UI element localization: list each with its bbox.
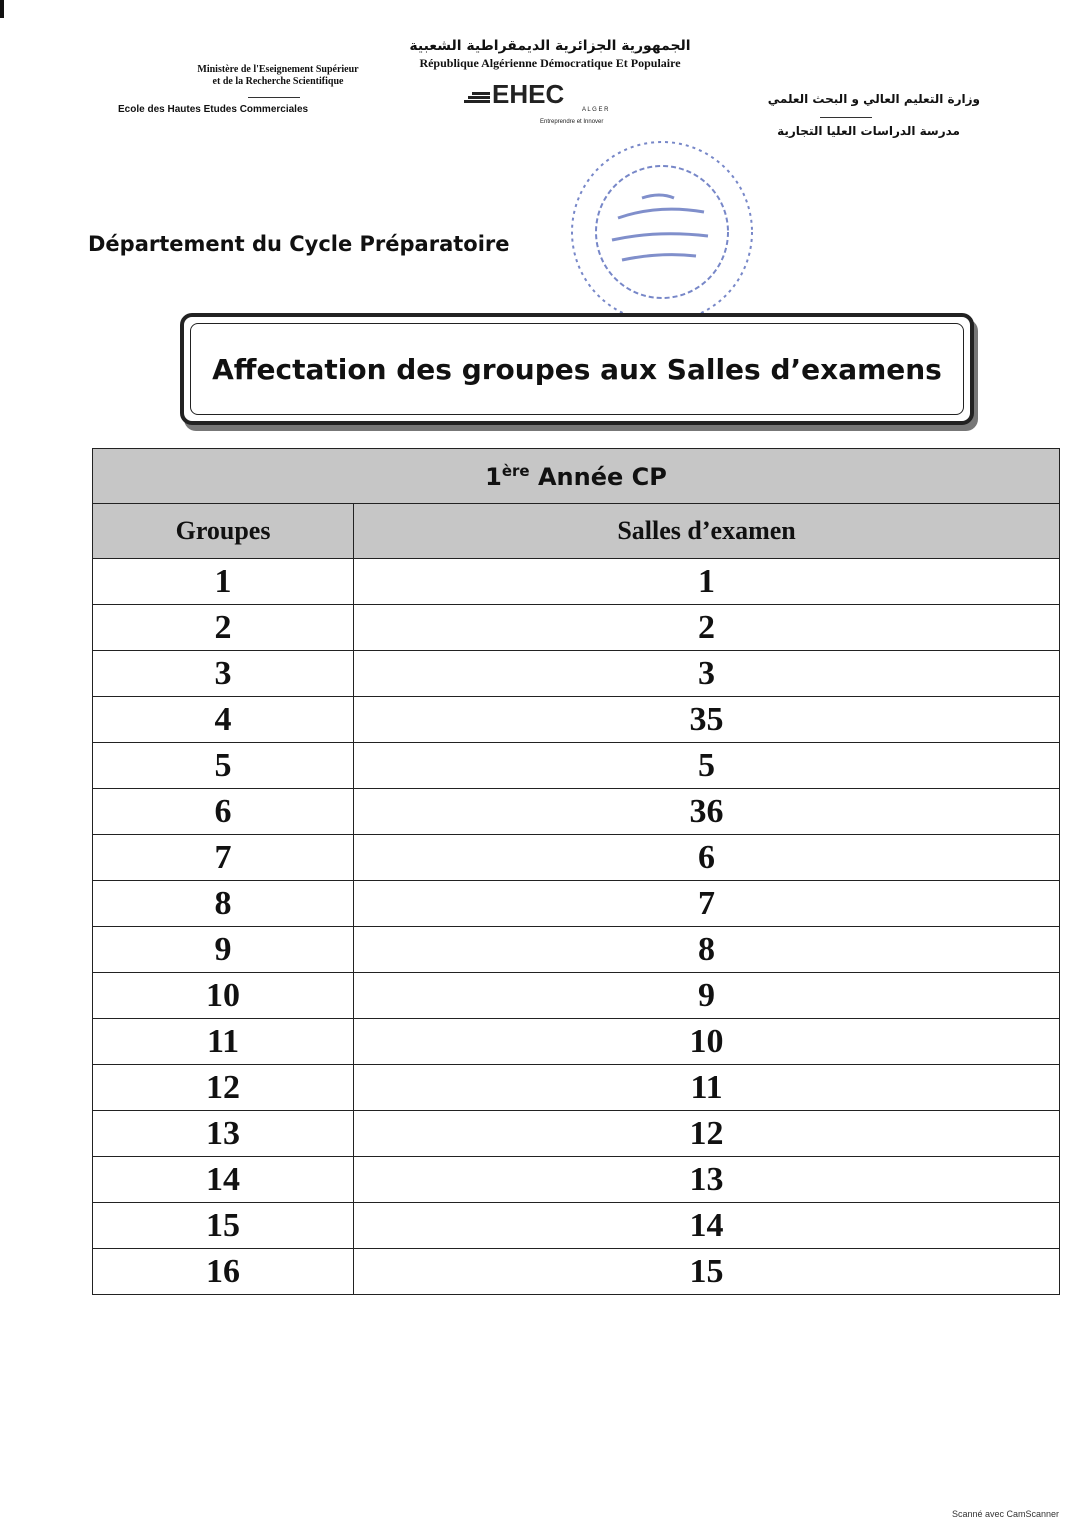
page-title: Affectation des groupes aux Salles d’examens (212, 352, 942, 386)
room-cell: 2 (354, 605, 1060, 651)
group-cell: 7 (93, 835, 354, 881)
group-cell: 5 (93, 743, 354, 789)
table-row (93, 973, 1060, 1019)
group-cell: 4 (93, 697, 354, 743)
room-cell: 1 (354, 559, 1060, 605)
logo-city: A L G E R (582, 107, 609, 113)
ministry-french-line1: Ministère de l'Eseignement Supérieur (197, 64, 359, 75)
table-row (93, 881, 1060, 927)
year-number: 1 (485, 462, 502, 491)
assignment-table (92, 448, 1060, 1295)
table-row (93, 927, 1060, 973)
republic-french: République Algérienne Démocratique Et Populaire (419, 56, 681, 70)
title-box (180, 313, 974, 425)
ehec-logo (462, 80, 652, 125)
group-cell: 8 (93, 881, 354, 927)
group-cell: 10 (93, 973, 354, 1019)
ministry-french (138, 64, 418, 88)
year-header (93, 449, 1060, 504)
column-header-row (93, 504, 1060, 559)
room-cell: 7 (354, 881, 1060, 927)
group-cell: 2 (93, 605, 354, 651)
group-cell: 16 (93, 1249, 354, 1295)
room-cell: 9 (354, 973, 1060, 1019)
year-label: Année CP (529, 462, 667, 491)
room-cell: 12 (354, 1111, 1060, 1157)
column-header-rooms: Salles d’examen (354, 504, 1060, 559)
logo-wordmark: EHEC (492, 80, 565, 109)
group-cell: 9 (93, 927, 354, 973)
table-row (93, 697, 1060, 743)
republic-arabic: الجمهورية الجزائرية الديمقراطية الشعبية (409, 38, 691, 54)
table-row (93, 1065, 1060, 1111)
group-cell: 15 (93, 1203, 354, 1249)
assignment-table-wrapper (92, 448, 1060, 1295)
school-french: Ecole des Hautes Etudes Commerciales (118, 104, 309, 115)
table-row (93, 605, 1060, 651)
table-row (93, 1157, 1060, 1203)
group-cell: 6 (93, 789, 354, 835)
official-stamp (550, 140, 772, 325)
group-cell: 13 (93, 1111, 354, 1157)
table-row (93, 1203, 1060, 1249)
group-cell: 1 (93, 559, 354, 605)
school-arabic: مدرسة الدراسات العليا التجارية (777, 124, 960, 138)
room-cell: 5 (354, 743, 1060, 789)
group-cell: 12 (93, 1065, 354, 1111)
room-cell: 8 (354, 927, 1060, 973)
table-row (93, 789, 1060, 835)
group-cell: 3 (93, 651, 354, 697)
year-header-row (93, 449, 1060, 504)
ministry-french-line2: et de la Recherche Scientifique (212, 76, 344, 87)
divider (820, 117, 872, 118)
column-header-groups: Groupes (93, 504, 354, 559)
room-cell: 35 (354, 697, 1060, 743)
divider (248, 97, 300, 98)
table-body (93, 559, 1060, 1295)
room-cell: 14 (354, 1203, 1060, 1249)
room-cell: 6 (354, 835, 1060, 881)
table-row (93, 651, 1060, 697)
scanner-watermark: Scanné avec CamScanner (951, 1509, 1059, 1519)
logo-tagline: Entreprendre et Innover (540, 119, 604, 125)
scan-corner-mark (0, 0, 4, 18)
title-inner-frame (190, 323, 964, 415)
table-row (93, 743, 1060, 789)
group-cell: 11 (93, 1019, 354, 1065)
department-name: Département du Cycle Préparatoire (88, 232, 510, 256)
room-cell: 11 (354, 1065, 1060, 1111)
table-row (93, 1111, 1060, 1157)
ministry-arabic: وزارة التعليم العالي و البحث العلمي (767, 92, 980, 106)
table-row (93, 835, 1060, 881)
table-row (93, 559, 1060, 605)
table-row (93, 1019, 1060, 1065)
group-cell: 14 (93, 1157, 354, 1203)
room-cell: 10 (354, 1019, 1060, 1065)
room-cell: 15 (354, 1249, 1060, 1295)
room-cell: 36 (354, 789, 1060, 835)
room-cell: 13 (354, 1157, 1060, 1203)
room-cell: 3 (354, 651, 1060, 697)
table-row (93, 1249, 1060, 1295)
year-superscript: ère (501, 461, 530, 480)
